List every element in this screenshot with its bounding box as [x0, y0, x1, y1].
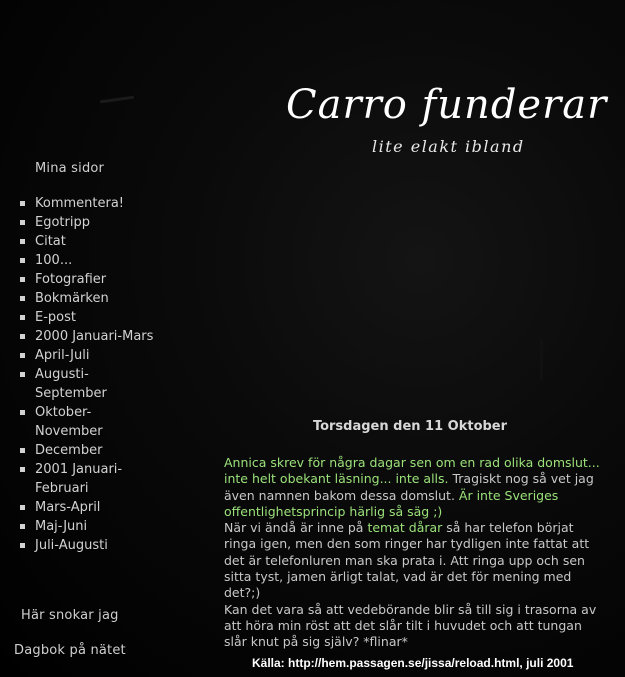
square-bullet-icon [20, 201, 25, 206]
source-caption: Källa: http://hem.passagen.se/jissa/reload.html, juli 2001 [252, 656, 574, 670]
sidebar-link-dagbok[interactable]: Dagbok på nätet [14, 643, 126, 658]
post-link-annica[interactable]: Annica skrev för några dagar sen om en rad olika domslut... inte helt obekant läsning... inte alls. [224, 455, 600, 487]
sidebar-item-label[interactable]: December [35, 443, 103, 458]
sidebar-item-label[interactable]: Mars-April [35, 500, 101, 515]
square-bullet-icon [20, 239, 25, 244]
sidebar-menu [18, 194, 158, 555]
sidebar-item-label[interactable]: 2001 Januari-Februari [35, 462, 123, 496]
post-paragraph [224, 520, 604, 601]
square-bullet-icon [20, 277, 25, 282]
square-bullet-icon [20, 505, 25, 510]
post-paragraph [224, 602, 604, 651]
post-content [224, 455, 604, 651]
sidebar-item-fotografier[interactable] [18, 270, 158, 289]
post-link-offentlighetsprincip[interactable]: Är inte Sveriges offentlighetsprincip härlig så säg ;) [224, 487, 559, 519]
square-bullet-icon [20, 448, 25, 453]
sidebar-item-label[interactable]: 100... [35, 253, 73, 268]
post-text: Tragiskt nog så vet jag även namnen bakom dessa domslut. [224, 471, 594, 503]
sidebar [0, 0, 190, 677]
sidebar-item-label[interactable]: Maj-Juni [35, 519, 88, 534]
post-date: Torsdagen den 11 Oktober [312, 419, 508, 434]
sidebar-item-maj-juni[interactable] [18, 517, 158, 536]
square-bullet-icon [20, 524, 25, 529]
sidebar-item-label[interactable]: Egotripp [35, 215, 90, 230]
square-bullet-icon [20, 334, 25, 339]
site-title: Carro funderar [286, 82, 608, 128]
post-paragraph [224, 455, 604, 520]
sidebar-link-snokar[interactable]: Här snokar jag [21, 608, 119, 623]
sidebar-item-augusti-september[interactable] [18, 365, 158, 403]
square-bullet-icon [20, 258, 25, 263]
square-bullet-icon [20, 315, 25, 320]
sidebar-heading: Mina sidor [35, 161, 105, 176]
square-bullet-icon [20, 296, 25, 301]
sidebar-item-label[interactable]: Oktober-November [35, 405, 103, 439]
sidebar-item-2000-januari-mars[interactable] [18, 327, 158, 346]
sidebar-item-label[interactable]: Augusti-September [35, 367, 107, 401]
sidebar-item-label[interactable]: Juli-Augusti [35, 538, 108, 553]
sidebar-item-december[interactable] [18, 441, 158, 460]
sidebar-item-bokmarken[interactable] [18, 289, 158, 308]
sidebar-item-mars-april[interactable] [18, 498, 158, 517]
sidebar-item-2001-januari-februari[interactable] [18, 460, 158, 498]
sidebar-item-label[interactable]: 2000 Januari-Mars [35, 329, 154, 344]
site-subtitle: lite elakt ibland [372, 137, 525, 156]
sidebar-item-oktober-november[interactable] [18, 403, 158, 441]
post-text: Kan det vara så att vedebörande blir så till sig i trasorna av att höra min röst att det slår tilt i huvudet och att tungan slår knut på sig själv? *flinar* [224, 601, 597, 650]
sidebar-item-label[interactable]: Kommentera! [35, 196, 125, 211]
square-bullet-icon [20, 410, 25, 415]
post-text: När vi ändå är inne på [224, 520, 368, 536]
texture-mark [540, 340, 543, 380]
sidebar-item-label[interactable]: E-post [35, 310, 76, 325]
square-bullet-icon [20, 467, 25, 472]
post-link-temat-darar[interactable]: temat dårar [367, 520, 443, 536]
sidebar-item-egotripp[interactable] [18, 213, 158, 232]
square-bullet-icon [20, 372, 25, 377]
square-bullet-icon [20, 543, 25, 548]
sidebar-item-kommentera[interactable] [18, 194, 158, 213]
sidebar-item-citat[interactable] [18, 232, 158, 251]
post-text: så har telefon börjat ringa igen, men den som ringer har tydligen inte fattat att det är telefonluren man ska prata i. Att ringa upp och sen sitta tyst, jamen ärligt talat, vad är det för mening med det?;) [224, 520, 590, 601]
sidebar-item-label[interactable]: April-Juli [35, 348, 90, 363]
sidebar-item-label[interactable]: Fotografier [35, 272, 107, 287]
sidebar-item-april-juli[interactable] [18, 346, 158, 365]
sidebar-item-label[interactable]: Bokmärken [35, 291, 109, 306]
square-bullet-icon [20, 220, 25, 225]
sidebar-item-label[interactable]: Citat [35, 234, 66, 249]
sidebar-item-e-post[interactable] [18, 308, 158, 327]
sidebar-item-juli-augusti[interactable] [18, 536, 158, 555]
sidebar-item-100[interactable] [18, 251, 158, 270]
square-bullet-icon [20, 353, 25, 358]
